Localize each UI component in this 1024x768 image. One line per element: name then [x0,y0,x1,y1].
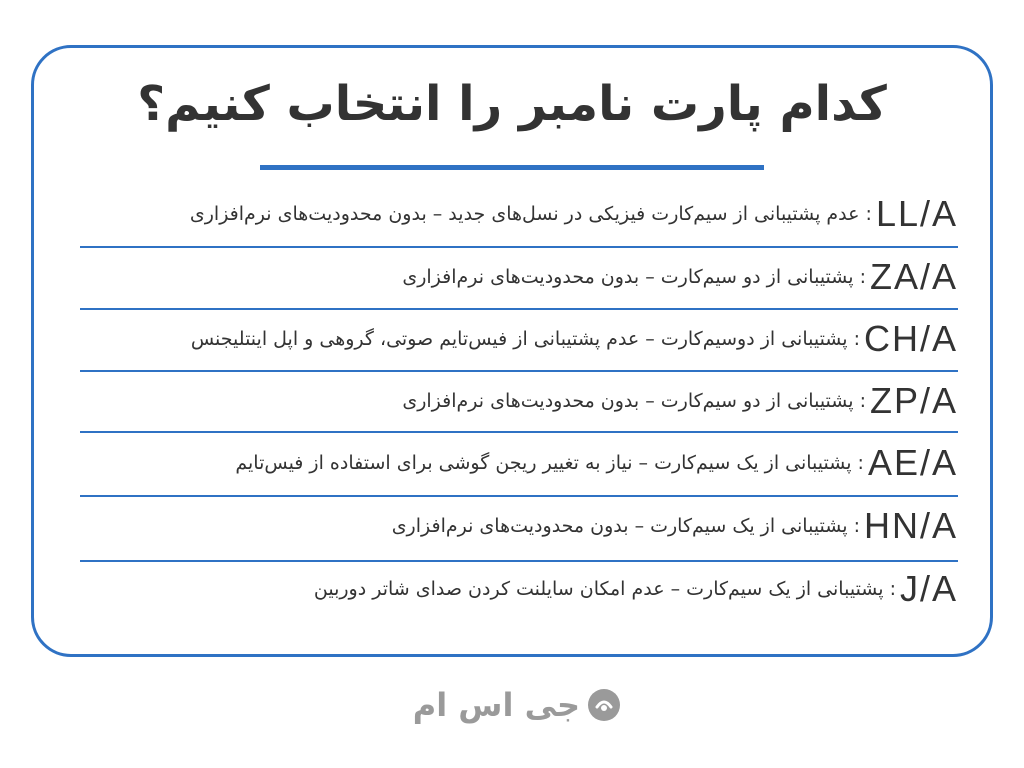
part-description: : پشتیبانی از دو سیم‌کارت – بدون محدودیت‌های نرم‌افزاری [402,266,866,288]
part-description: : پشتیبانی از دوسیم‌کارت – عدم پشتیبانی از فیس‌تایم صوتی، گروهی و اپل اینتلیجنس [190,328,860,350]
gsm-logo-icon [588,689,620,721]
list-item-za [55,246,958,308]
part-code: ZP/A [869,380,958,421]
title-underline [260,165,764,170]
list-item-ll [55,183,958,245]
brand-name: جی اس ام [412,686,580,724]
part-description: : پشتیبانی از یک سیم‌کارت – نیاز به تغییر ریجن گوشی برای استفاده از فیس‌تایم [235,452,864,474]
brand-logo [400,680,620,730]
part-code: ZA/A [869,256,958,297]
part-code: J/A [899,568,958,609]
part-description: : پشتیبانی از دو سیم‌کارت – بدون محدودیت‌های نرم‌افزاری [402,390,866,412]
list-item-hn [55,495,958,557]
part-description: : پشتیبانی از یک سیم‌کارت – عدم امکان سایلنت کردن صدای شاتر دوربین [313,578,896,600]
part-description: : عدم پشتیبانی از سیم‌کارت فیزیکی در نسل‌های جدید – بدون محدودیت‌های نرم‌افزاری [189,203,872,225]
part-code: LL/A [875,193,958,234]
part-description: : پشتیبانی از یک سیم‌کارت – بدون محدودیت‌های نرم‌افزاری [391,515,860,537]
part-code: CH/A [863,318,958,359]
page-title: کدام پارت نامبر را انتخاب کنیم؟ [137,76,887,132]
part-code: AE/A [867,442,958,483]
part-code: HN/A [863,505,958,546]
list-item-ae [55,432,958,494]
list-item-j [55,558,958,620]
list-item-zp [55,370,958,432]
list-item-ch [55,308,958,370]
